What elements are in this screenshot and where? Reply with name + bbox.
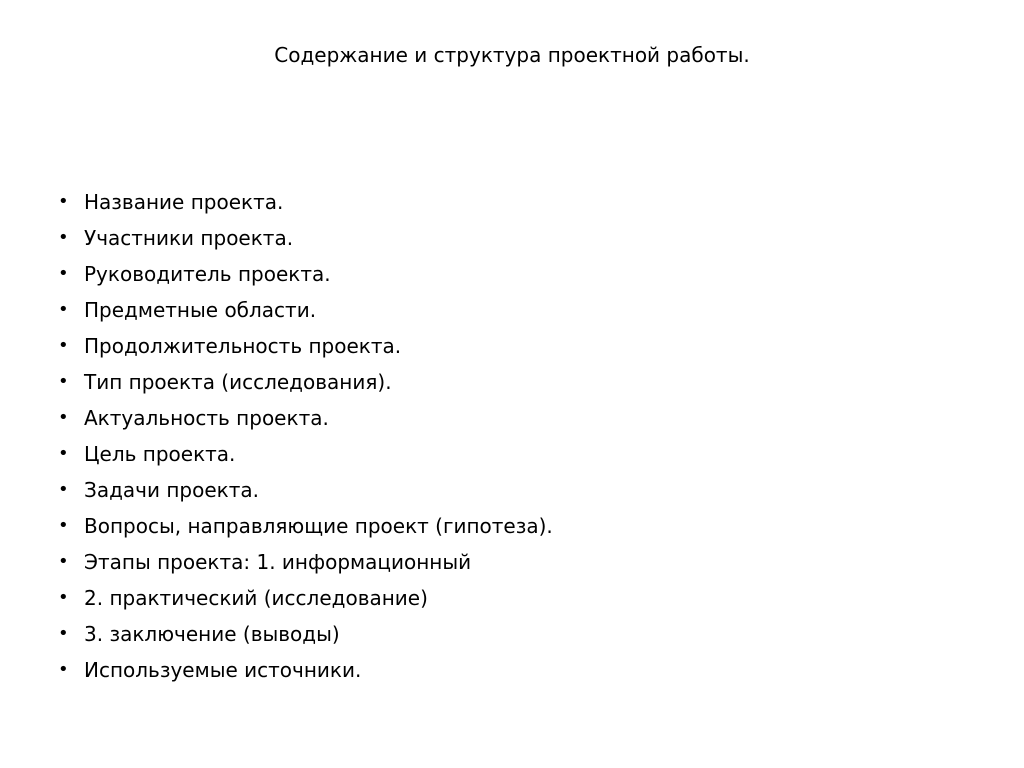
list-item [58, 256, 553, 292]
bullet-icon: • [58, 515, 69, 536]
list-item-text: Руководитель проекта. [84, 262, 331, 286]
list-item [58, 652, 553, 688]
bullet-icon: • [58, 443, 69, 464]
list-item [58, 364, 553, 400]
list-item-text: 3. заключение (выводы) [84, 622, 340, 646]
bullet-icon: • [58, 551, 69, 572]
list-item-text: Вопросы, направляющие проект (гипотеза). [84, 514, 553, 538]
bullet-icon: • [58, 299, 69, 320]
list-item-text: Продолжительность проекта. [84, 334, 402, 358]
list-item-text: Участники проекта. [84, 226, 294, 250]
list-item-text: Название проекта. [84, 190, 284, 214]
list-item [58, 220, 553, 256]
bullet-icon: • [58, 227, 69, 248]
list-item [58, 580, 553, 616]
bullet-list [58, 184, 553, 688]
list-item-text: Цель проекта. [84, 442, 236, 466]
bullet-icon: • [58, 659, 69, 680]
list-item-text: Этапы проекта: 1. информационный [84, 550, 472, 574]
list-item-text: Задачи проекта. [84, 478, 259, 502]
bullet-icon: • [58, 587, 69, 608]
bullet-icon: • [58, 479, 69, 500]
list-item [58, 616, 553, 652]
bullet-icon: • [58, 407, 69, 428]
bullet-icon: • [58, 263, 69, 284]
list-item-text: 2. практический (исследование) [84, 586, 428, 610]
list-item [58, 436, 553, 472]
list-item [58, 544, 553, 580]
list-item-text: Тип проекта (исследования). [84, 370, 392, 394]
list-item [58, 292, 553, 328]
bullet-icon: • [58, 623, 69, 644]
list-item-text: Используемые источники. [84, 658, 362, 682]
list-item [58, 508, 553, 544]
bullet-icon: • [58, 191, 69, 212]
list-item-text: Предметные области. [84, 298, 317, 322]
list-item [58, 184, 553, 220]
list-item [58, 472, 553, 508]
slide-title: Содержание и структура проектной работы. [274, 43, 750, 67]
list-item [58, 400, 553, 436]
list-item [58, 328, 553, 364]
bullet-icon: • [58, 371, 69, 392]
list-item-text: Актуальность проекта. [84, 406, 329, 430]
bullet-icon: • [58, 335, 69, 356]
